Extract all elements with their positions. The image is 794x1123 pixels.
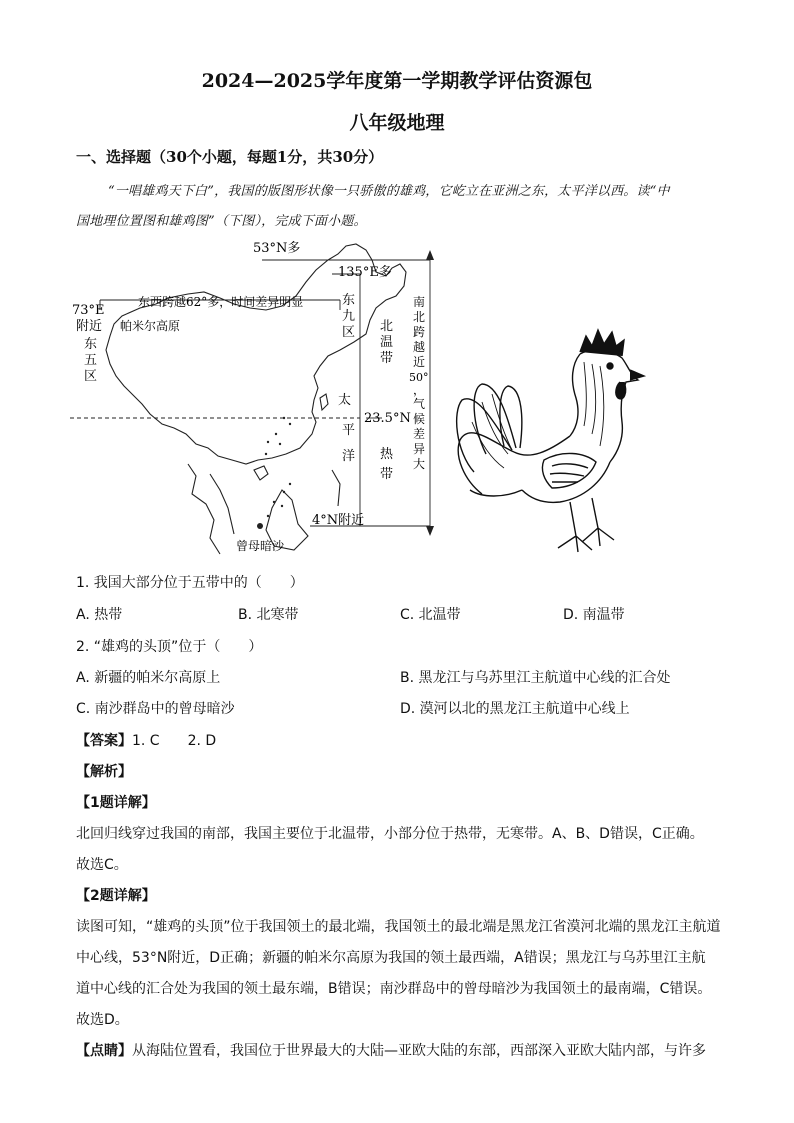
svg-text:跨: 跨: [413, 325, 426, 339]
q2-option-a[interactable]: A. 新疆的帕米尔高原上: [76, 670, 221, 686]
tip-line: [76, 1040, 706, 1060]
svg-text:候: 候: [413, 412, 426, 426]
label-west-near: 附近: [76, 319, 103, 334]
q1-option-d[interactable]: D. 南温带: [563, 607, 625, 623]
q2-option-b[interactable]: B. 黑龙江与乌苏里江主航道中心线的汇合处: [400, 670, 671, 686]
ocean-2: 平: [342, 423, 356, 438]
east-zone-1: 东: [342, 293, 356, 308]
label-73e: 73°E: [72, 303, 105, 318]
section-heading: 一、选择题（30个小题，每题1分，共30分）: [76, 148, 384, 166]
question-1-stem: 1. 我国大部分位于五带中的（ ）: [76, 575, 304, 591]
question-2-stem: 2. “雄鸡的头顶”位于（ ）: [76, 639, 263, 655]
pamir-label: 帕米尔高原: [120, 319, 181, 333]
label-135e: 135°E多: [338, 265, 392, 280]
label-53n: 53°N多: [253, 241, 301, 256]
svg-text:越: 越: [413, 340, 426, 354]
q1-option-b[interactable]: B. 北寒带: [238, 607, 299, 623]
answer-line: [76, 730, 216, 750]
west-zone-1: 东: [84, 337, 98, 352]
svg-text:，: ，: [413, 383, 426, 397]
q2-option-d[interactable]: D. 漠河以北的黑龙江主航道中心线上: [400, 701, 630, 717]
detail-2-label: 【2题详解】: [76, 888, 156, 904]
q1-option-c[interactable]: C. 北温带: [400, 607, 461, 623]
page-title: 2024—2025学年度第一学期教学评估资源包: [201, 70, 593, 92]
south-label: 4°N附近: [312, 513, 365, 528]
tropical-2: 带: [380, 467, 394, 482]
west-zone-2: 五: [84, 353, 98, 368]
answer-text: 1. C 2. D: [132, 733, 217, 749]
span-note: 东西跨越62°多，时间差异明显: [138, 295, 304, 309]
zengmu-point: [257, 523, 263, 529]
answer-label: 【答案】: [76, 733, 132, 749]
china-location-map: [70, 238, 440, 558]
detail-1-line-1: 北回归线穿过我国的南部，我国主要位于北温带，小部分位于热带，无寒带。A、B、D错误，C正确。: [76, 826, 704, 842]
ocean-1: 太: [338, 393, 352, 408]
rooster-illustration: [452, 322, 664, 562]
ns-span-label: [409, 294, 429, 471]
svg-text:50°: 50°: [409, 371, 429, 384]
analysis-label: 【解析】: [76, 764, 132, 780]
svg-text:差: 差: [413, 427, 426, 441]
detail-1-line-2: 故选C。: [76, 857, 128, 873]
intro-line-1: “一唱雄鸡天下白”，我国的版图形状像一只骄傲的雄鸡，它屹立在亚洲之东，太平洋以西。读“中: [108, 184, 670, 199]
page-subtitle: 八年级地理: [349, 112, 445, 134]
ocean-3: 洋: [342, 449, 356, 464]
intro-line-2: 国地理位置图和雄鸡图”（下图），完成下面小题。: [76, 214, 367, 229]
temperate-1: 北: [380, 319, 394, 334]
tropical-1: 热: [380, 447, 394, 462]
svg-text:近: 近: [413, 355, 426, 369]
temperate-3: 带: [380, 351, 394, 366]
tip-text: 从海陆位置看，我国位于世界最大的大陆—亚欧大陆的东部，西部深入亚欧大陆内部，与许多: [132, 1043, 706, 1059]
svg-text:异: 异: [413, 442, 426, 456]
west-zone-3: 区: [84, 369, 98, 384]
svg-text:北: 北: [413, 310, 426, 324]
q2-option-c[interactable]: C. 南沙群岛中的曾母暗沙: [76, 701, 235, 717]
detail-2-line-4: 故选D。: [76, 1012, 129, 1028]
temperate-2: 温: [380, 335, 394, 350]
svg-text:大: 大: [413, 457, 426, 471]
svg-text:南: 南: [413, 295, 426, 309]
zengmu-label: 曾母暗沙: [236, 539, 285, 553]
detail-2-line-1: 读图可知，“雄鸡的头顶”位于我国领土的最北端，我国领土的最北端是黑龙江省漠河北端的黑龙江主航道: [76, 919, 721, 935]
east-zone-2: 九: [342, 309, 356, 324]
q1-option-a[interactable]: A. 热带: [76, 607, 123, 623]
tropic-label: 23.5°N: [364, 411, 411, 426]
detail-2-line-2: 中心线，53°N附近，D正确；新疆的帕米尔高原为我国的领土最西端，A错误；黑龙江与乌苏里江主航: [76, 950, 706, 966]
tip-label: 【点睛】: [76, 1043, 132, 1059]
svg-text:气: 气: [413, 397, 426, 411]
east-zone-3: 区: [342, 325, 356, 340]
detail-1-label: 【1题详解】: [76, 795, 156, 811]
detail-2-line-3: 道中心线的汇合处为我国的领土最东端，B错误；南沙群岛中的曾母暗沙为我国领土的最南端，C错误。: [76, 981, 712, 997]
